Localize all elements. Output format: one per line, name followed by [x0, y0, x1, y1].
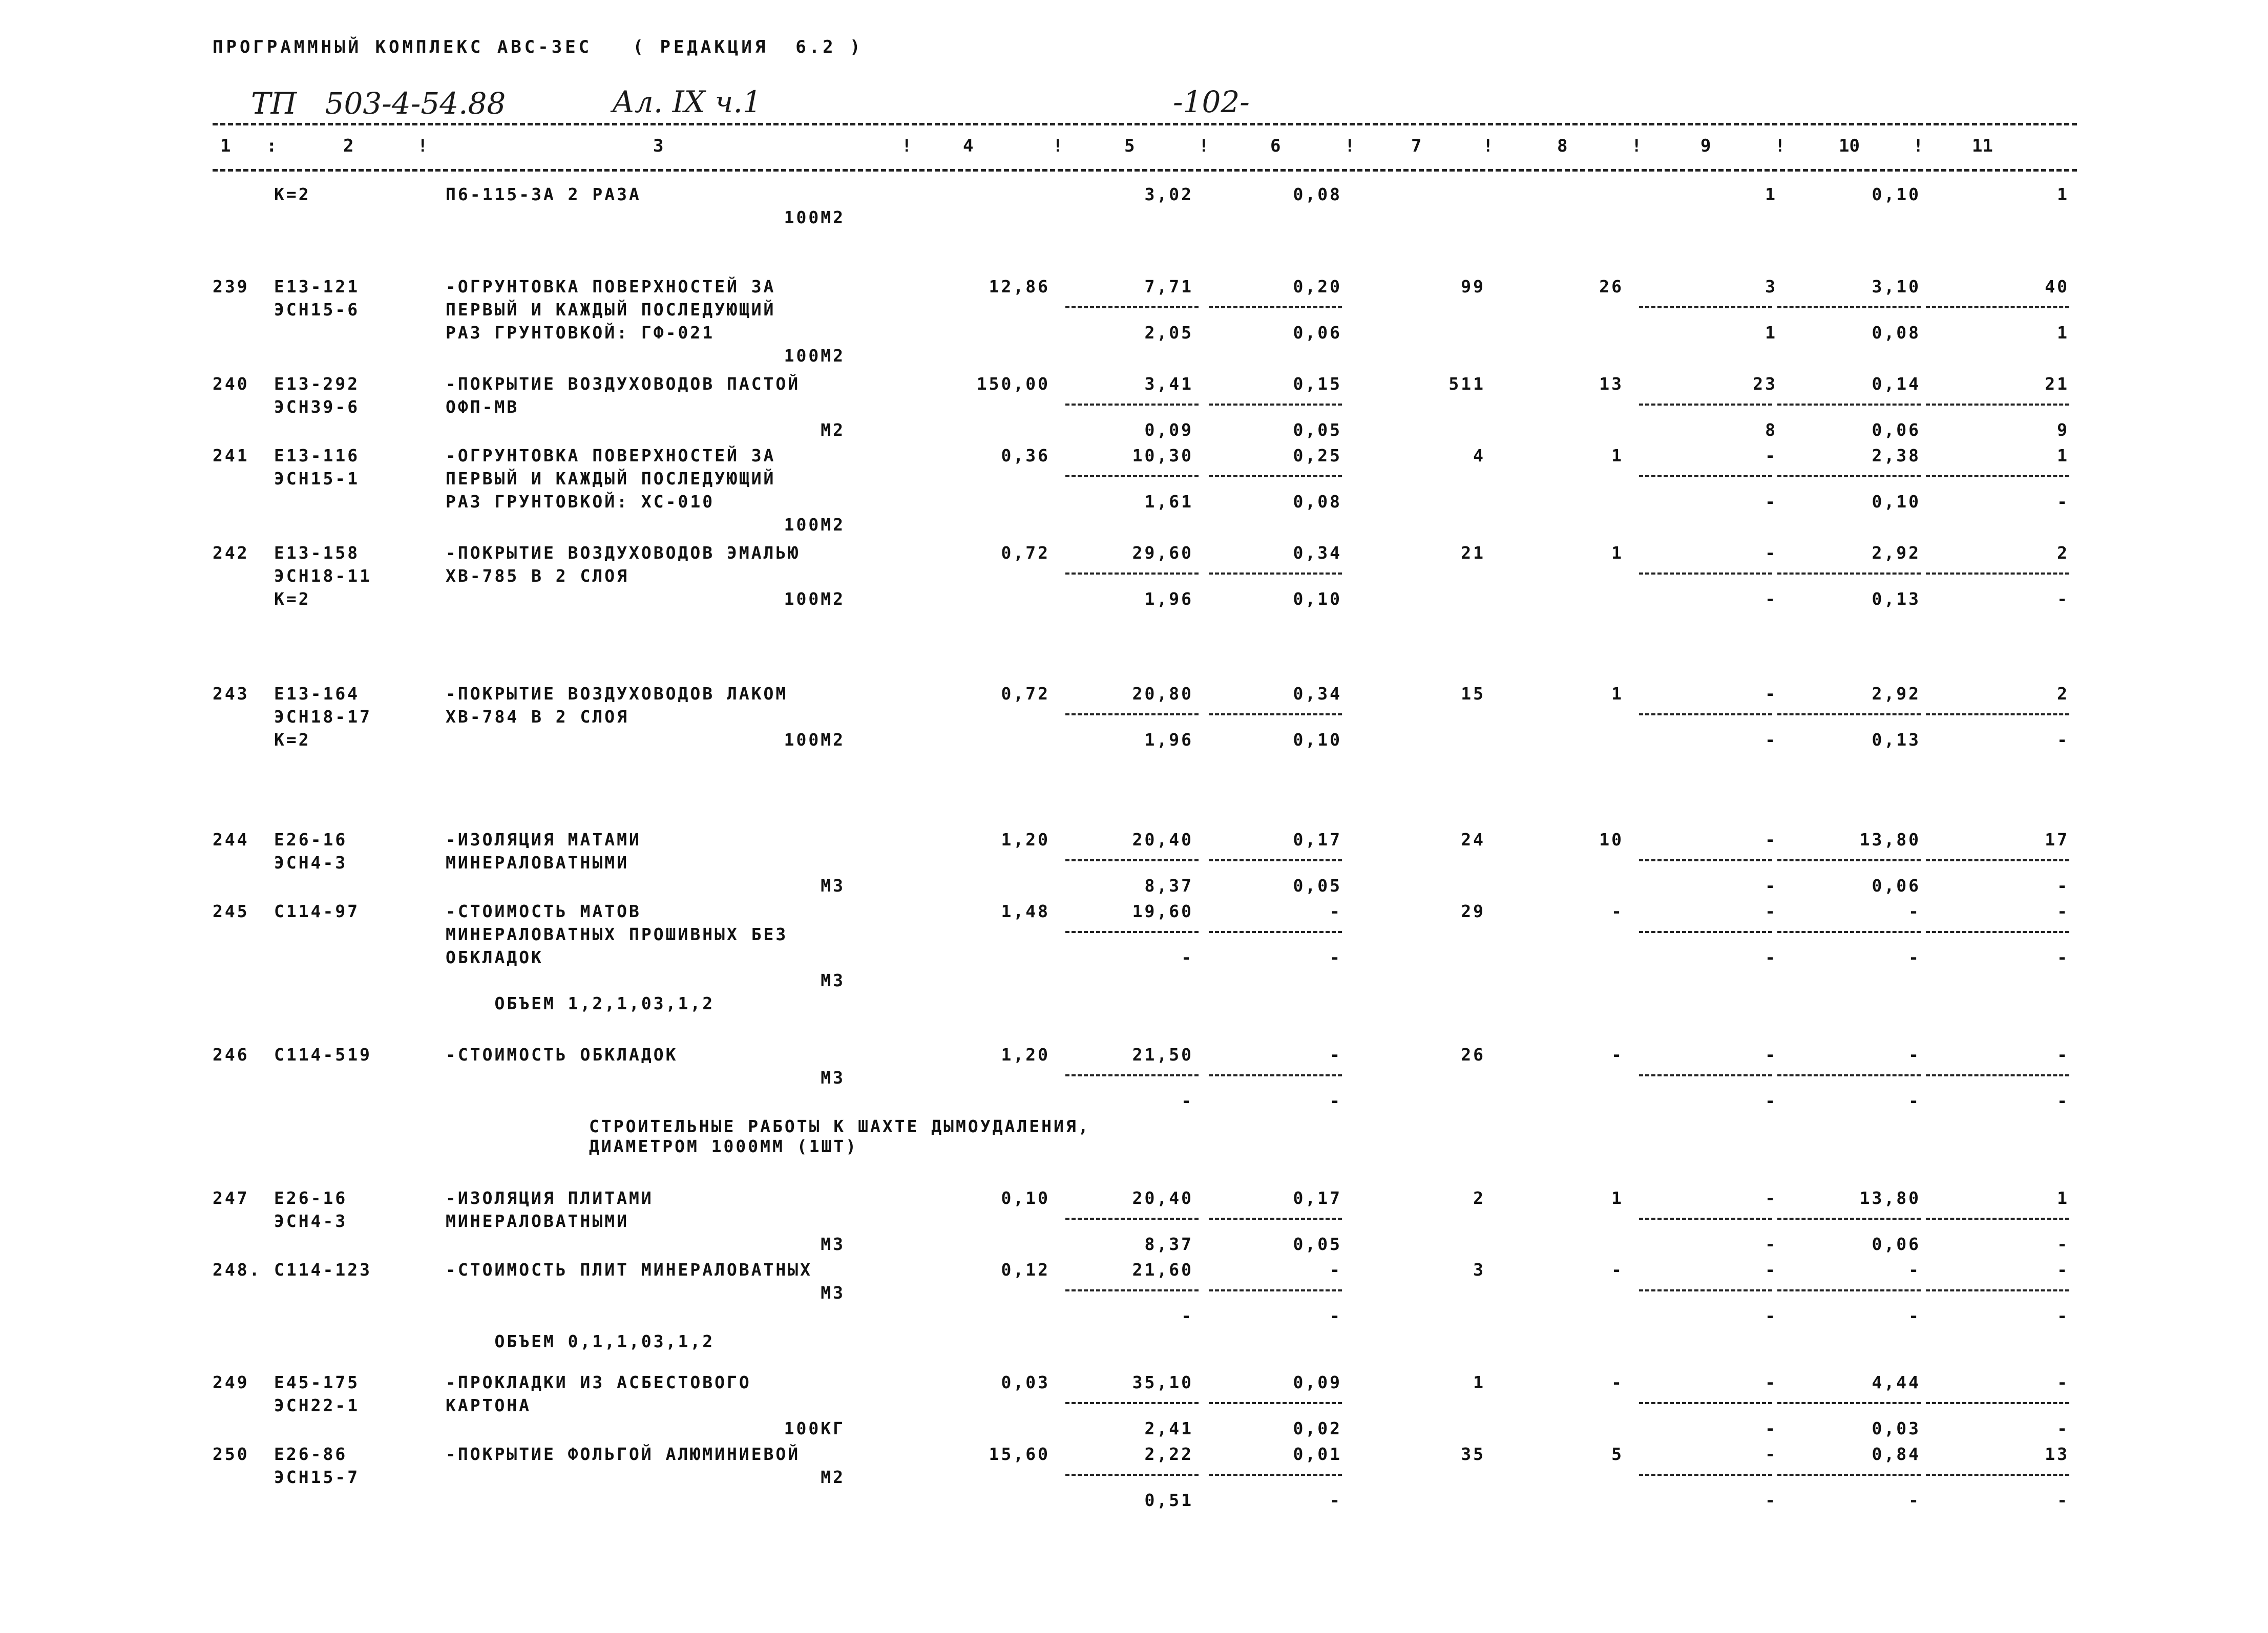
- cell-c11: -: [2057, 1372, 2069, 1392]
- cell-c9: -: [1765, 730, 1777, 750]
- cell-c5: 20,80: [1132, 684, 1193, 704]
- cell-name: -СТОИМОСТЬ ПЛИТ МИНЕРАЛОВАТНЫХ: [446, 1260, 813, 1280]
- cell-unit: М2: [821, 420, 845, 440]
- cell-c10: -: [1908, 1490, 1921, 1510]
- cell-c9: -: [1765, 1306, 1777, 1326]
- column-number: !: [1053, 136, 1063, 156]
- cell-c11: 1: [2057, 446, 2069, 465]
- table-row: [0, 589, 2268, 616]
- cell-c6: -: [1330, 947, 1342, 967]
- cell-c6: 0,10: [1293, 730, 1342, 750]
- cell-c11: -: [2057, 1045, 2069, 1065]
- cell-c9: -: [1765, 1045, 1777, 1065]
- cell-no: 239: [213, 277, 249, 296]
- cell-name: ОБЪЕМ 0,1,1,03,1,2: [446, 1331, 715, 1351]
- cell-no: 248.: [213, 1260, 262, 1280]
- cell-c11: -: [2057, 1306, 2069, 1326]
- cell-code: ЭСН39-6: [274, 397, 360, 417]
- cell-c5: 29,60: [1132, 543, 1193, 563]
- cell-c4: 0,12: [1001, 1260, 1050, 1280]
- table-row: [0, 876, 2268, 902]
- project-code: ТП 503-4-54.88: [251, 86, 506, 121]
- cell-c5: 2,41: [1144, 1418, 1193, 1438]
- cell-c7: 4: [1473, 446, 1485, 465]
- cell-c11: -: [2057, 1490, 2069, 1510]
- column-number: !: [1199, 136, 1209, 156]
- cell-c10: 2,92: [1872, 543, 1921, 563]
- cell-c4: 0,03: [1001, 1372, 1050, 1392]
- cell-no: 247: [213, 1188, 249, 1208]
- cell-c11: -: [2057, 492, 2069, 512]
- cell-c4: 1,48: [1001, 901, 1050, 921]
- cell-name: МИНЕРАЛОВАТНЫМИ: [446, 1211, 629, 1231]
- cell-c10: -: [1908, 901, 1921, 921]
- cell-c10: 0,10: [1872, 184, 1921, 204]
- cell-code: ЭСН15-6: [274, 300, 360, 320]
- cell-code: ЭСН15-7: [274, 1467, 360, 1487]
- cell-c11: -: [2057, 1418, 2069, 1438]
- program-header: ПРОГРАММНЫЙ КОМПЛЕКС АВС-ЗЕС ( РЕДАКЦИЯ 6.2 ): [213, 37, 864, 57]
- cell-c6: -: [1330, 901, 1342, 921]
- cell-c10: 2,92: [1872, 684, 1921, 704]
- cell-c9: -: [1765, 947, 1777, 967]
- cell-name: -ИЗОЛЯЦИЯ МАТАМИ: [446, 830, 641, 850]
- cell-name: ОФП-МВ: [446, 397, 519, 417]
- cell-c5: 21,50: [1132, 1045, 1193, 1065]
- cell-name: РАЗ ГРУНТОВКОЙ: ГФ-021: [446, 323, 715, 343]
- cell-code: Е13-292: [274, 374, 360, 394]
- cell-c11: 1: [2057, 323, 2069, 343]
- cell-c7: 2: [1473, 1188, 1485, 1208]
- cell-no: 243: [213, 684, 249, 704]
- cell-c6: 0,05: [1293, 420, 1342, 440]
- cell-name: -ПОКРЫТИЕ ВОЗДУХОВОДОВ ПАСТОЙ: [446, 374, 801, 394]
- cell-c4: 150,00: [976, 374, 1050, 394]
- table-row: [0, 1091, 2268, 1117]
- cell-code: С114-123: [274, 1260, 372, 1280]
- cell-c4: 0,10: [1001, 1188, 1050, 1208]
- cell-name: ПЕРВЫЙ И КАЖДЫЙ ПОСЛЕДУЮЩИЙ: [446, 469, 776, 489]
- cell-code: ЭСН18-11: [274, 566, 372, 586]
- cell-no: 242: [213, 543, 249, 563]
- column-number: !: [1483, 136, 1494, 156]
- cell-unit: М3: [821, 1283, 845, 1303]
- cell-c7: 24: [1461, 830, 1485, 850]
- cell-name: ОБЪЕМ 1,2,1,03,1,2: [446, 993, 715, 1013]
- cell-c9: -: [1765, 1188, 1777, 1208]
- cell-code: Е26-16: [274, 830, 348, 850]
- cell-c10: 0,03: [1872, 1418, 1921, 1438]
- cell-code: К=2: [274, 730, 311, 750]
- cell-c5: 21,60: [1132, 1260, 1193, 1280]
- cell-c6: 0,17: [1293, 1188, 1342, 1208]
- cell-c11: 21: [2045, 374, 2069, 394]
- cell-name: -СТОИМОСТЬ ОБКЛАДОК: [446, 1045, 678, 1065]
- cell-c5: -: [1181, 1306, 1193, 1326]
- cell-code: Е45-175: [274, 1372, 360, 1392]
- cell-c9: -: [1765, 901, 1777, 921]
- table-row: [0, 420, 2268, 447]
- cell-c5: 1,96: [1144, 730, 1193, 750]
- cell-c5: 1,61: [1144, 492, 1193, 512]
- cell-c10: 4,44: [1872, 1372, 1921, 1392]
- table-row: [0, 1490, 2268, 1517]
- cell-c9: 23: [1753, 374, 1777, 394]
- table-row: [0, 730, 2268, 756]
- cell-c10: -: [1908, 947, 1921, 967]
- cell-name: -СТОИМОСТЬ МАТОВ: [446, 901, 641, 921]
- cell-c10: 0,10: [1872, 492, 1921, 512]
- cell-c5: 19,60: [1132, 901, 1193, 921]
- column-number: !: [901, 136, 912, 156]
- section-note: СТРОИТЕЛЬНЫЕ РАБОТЫ К ШАХТЕ ДЫМОУДАЛЕНИЯ, ДИАМЕТРОМ 1000ММ (1ШТ): [589, 1116, 1090, 1156]
- column-number: 2: [343, 136, 354, 156]
- cell-code: Е13-116: [274, 446, 360, 465]
- cell-c5: 7,71: [1144, 277, 1193, 296]
- cell-name: МИНЕРАЛОВАТНЫМИ: [446, 853, 629, 873]
- cell-c7: 35: [1461, 1444, 1485, 1464]
- cell-c4: 1,20: [1001, 1045, 1050, 1065]
- cell-unit: М3: [821, 1234, 845, 1254]
- cell-c4: 15,60: [989, 1444, 1050, 1464]
- cell-c11: 17: [2045, 830, 2069, 850]
- cell-c4: 0,72: [1001, 684, 1050, 704]
- cell-c6: -: [1330, 1490, 1342, 1510]
- cell-unit: 100М2: [784, 730, 845, 750]
- cell-name: РАЗ ГРУНТОВКОЙ: ХС-010: [446, 492, 715, 512]
- cell-c6: -: [1330, 1091, 1342, 1111]
- table-row: [0, 207, 2268, 234]
- column-number: 9: [1700, 136, 1711, 156]
- cell-c6: 0,02: [1293, 1418, 1342, 1438]
- cell-no: 245: [213, 901, 249, 921]
- cell-c11: 1: [2057, 184, 2069, 204]
- cell-c6: 0,34: [1293, 684, 1342, 704]
- cell-code: Е13-164: [274, 684, 360, 704]
- cell-c11: -: [2057, 730, 2069, 750]
- cell-name: МИНЕРАЛОВАТНЫХ ПРОШИВНЫХ БЕЗ: [446, 924, 788, 944]
- cell-name: ХВ-784 В 2 СЛОЯ: [446, 707, 629, 727]
- cell-c8: 1: [1611, 543, 1624, 563]
- cell-c7: 15: [1461, 684, 1485, 704]
- cell-no: 249: [213, 1372, 249, 1392]
- cell-name: -ОГРУНТОВКА ПОВЕРХНОСТЕЙ ЗА: [446, 277, 776, 296]
- cell-no: 241: [213, 446, 249, 465]
- cell-c6: 0,08: [1293, 184, 1342, 204]
- cell-c8: 5: [1611, 1444, 1624, 1464]
- cell-c9: -: [1765, 446, 1777, 465]
- cell-c5: 8,37: [1144, 1234, 1193, 1254]
- column-number: 4: [963, 136, 974, 156]
- cell-c6: 0,09: [1293, 1372, 1342, 1392]
- cell-code: ЭСН18-17: [274, 707, 372, 727]
- cell-c7: 26: [1461, 1045, 1485, 1065]
- cell-c5: 1,96: [1144, 589, 1193, 609]
- cell-c10: 3,10: [1872, 277, 1921, 296]
- cell-c8: -: [1611, 1372, 1624, 1392]
- cell-unit: 100М2: [784, 207, 845, 227]
- column-number: !: [1345, 136, 1355, 156]
- cell-c9: -: [1765, 492, 1777, 512]
- cell-name: ОБКЛАДОК: [446, 947, 543, 967]
- column-number: !: [417, 136, 428, 156]
- cell-c11: 13: [2045, 1444, 2069, 1464]
- cell-c5: 10,30: [1132, 446, 1193, 465]
- cell-c6: 0,20: [1293, 277, 1342, 296]
- cell-c5: -: [1181, 1091, 1193, 1111]
- column-number: !: [1631, 136, 1642, 156]
- cell-name: -ПОКРЫТИЕ ВОЗДУХОВОДОВ ЛАКОМ: [446, 684, 788, 704]
- cell-c5: 20,40: [1132, 830, 1193, 850]
- cell-c10: 0,06: [1872, 420, 1921, 440]
- column-number: 1: [220, 136, 231, 156]
- cell-code: ЭСН4-3: [274, 853, 348, 873]
- cell-c11: -: [2057, 901, 2069, 921]
- cell-c5: 2,05: [1144, 323, 1193, 343]
- cell-c5: 20,40: [1132, 1188, 1193, 1208]
- table-row: [0, 993, 2268, 1020]
- cell-c9: -: [1765, 1444, 1777, 1464]
- cell-code: С114-519: [274, 1045, 372, 1065]
- cell-c10: 13,80: [1859, 1188, 1921, 1208]
- cell-c4: 1,20: [1001, 830, 1050, 850]
- cell-c9: 1: [1765, 323, 1777, 343]
- table-row: [0, 515, 2268, 541]
- cell-c11: -: [2057, 1091, 2069, 1111]
- cell-c9: -: [1765, 830, 1777, 850]
- cell-name: -ПОКРЫТИЕ ВОЗДУХОВОДОВ ЭМАЛЬЮ: [446, 543, 801, 563]
- cell-code: Е13-158: [274, 543, 360, 563]
- cell-c11: -: [2057, 947, 2069, 967]
- album-label: Ал. IX ч.1: [612, 84, 762, 119]
- cell-c11: 40: [2045, 277, 2069, 296]
- cell-c11: -: [2057, 589, 2069, 609]
- cell-code: К=2: [274, 589, 311, 609]
- cell-c9: -: [1765, 543, 1777, 563]
- cell-code: ЭСН22-1: [274, 1395, 360, 1415]
- cell-c6: 0,06: [1293, 323, 1342, 343]
- cell-c8: -: [1611, 901, 1624, 921]
- cell-no: 246: [213, 1045, 249, 1065]
- cell-c10: -: [1908, 1306, 1921, 1326]
- cell-c10: -: [1908, 1260, 1921, 1280]
- cell-c9: -: [1765, 1234, 1777, 1254]
- cell-c6: -: [1330, 1306, 1342, 1326]
- cell-name: ПЕРВЫЙ И КАЖДЫЙ ПОСЛЕДУЮЩИЙ: [446, 300, 776, 320]
- cell-unit: 100М2: [784, 589, 845, 609]
- cell-c4: 12,86: [989, 277, 1050, 296]
- cell-c9: 1: [1765, 184, 1777, 204]
- page-number: -102-: [1173, 84, 1250, 119]
- cell-c7: 99: [1461, 277, 1485, 296]
- cell-unit: 100М2: [784, 515, 845, 535]
- cell-c10: 0,13: [1872, 730, 1921, 750]
- cell-c4: 0,72: [1001, 543, 1050, 563]
- cell-unit: М3: [821, 876, 845, 896]
- cell-c8: 26: [1599, 277, 1624, 296]
- cell-c7: 29: [1461, 901, 1485, 921]
- cell-c10: 0,06: [1872, 876, 1921, 896]
- column-number: 10: [1839, 136, 1860, 156]
- cell-c8: 1: [1611, 1188, 1624, 1208]
- cell-c10: 0,06: [1872, 1234, 1921, 1254]
- cell-unit: М3: [821, 1068, 845, 1088]
- cell-c5: 3,02: [1144, 184, 1193, 204]
- table-row: [0, 1418, 2268, 1445]
- cell-c9: -: [1765, 1490, 1777, 1510]
- cell-c6: 0,25: [1293, 446, 1342, 465]
- cell-name: -ПОКРЫТИЕ ФОЛЬГОЙ АЛЮМИНИЕВОЙ: [446, 1444, 801, 1464]
- column-number: 7: [1411, 136, 1422, 156]
- cell-c5: 0,51: [1144, 1490, 1193, 1510]
- table-row: [0, 1331, 2268, 1358]
- cell-c11: 9: [2057, 420, 2069, 440]
- table-row: [0, 1234, 2268, 1261]
- cell-name: -ПРОКЛАДКИ ИЗ АСБЕСТОВОГО: [446, 1372, 751, 1392]
- table-row: [0, 346, 2268, 372]
- cell-c11: 1: [2057, 1188, 2069, 1208]
- cell-c11: -: [2057, 876, 2069, 896]
- cell-c8: -: [1611, 1260, 1624, 1280]
- cell-c6: -: [1330, 1260, 1342, 1280]
- cell-c9: -: [1765, 1260, 1777, 1280]
- cell-c10: 0,14: [1872, 374, 1921, 394]
- cell-c11: -: [2057, 1260, 2069, 1280]
- cell-c6: 0,17: [1293, 830, 1342, 850]
- cell-c7: 21: [1461, 543, 1485, 563]
- cell-c7: 1: [1473, 1372, 1485, 1392]
- cell-c8: 13: [1599, 374, 1624, 394]
- cell-c7: 511: [1448, 374, 1485, 394]
- cell-c10: -: [1908, 1045, 1921, 1065]
- cell-c6: 0,10: [1293, 589, 1342, 609]
- cell-c5: 0,09: [1144, 420, 1193, 440]
- cell-c4: 0,36: [1001, 446, 1050, 465]
- cell-c9: -: [1765, 589, 1777, 609]
- cell-c9: 8: [1765, 420, 1777, 440]
- cell-no: 250: [213, 1444, 249, 1464]
- cell-name: КАРТОНА: [446, 1395, 532, 1415]
- cell-c9: -: [1765, 1091, 1777, 1111]
- column-number: :: [266, 136, 277, 156]
- cell-unit: М3: [821, 970, 845, 990]
- cell-c10: 13,80: [1859, 830, 1921, 850]
- cell-c6: 0,05: [1293, 1234, 1342, 1254]
- cell-c8: 1: [1611, 684, 1624, 704]
- cell-c7: 3: [1473, 1260, 1485, 1280]
- cell-c11: 2: [2057, 543, 2069, 563]
- cell-code: К=2: [274, 184, 311, 204]
- cell-c6: 0,08: [1293, 492, 1342, 512]
- cell-c8: -: [1611, 1045, 1624, 1065]
- cell-code: Е26-16: [274, 1188, 348, 1208]
- cell-c8: 10: [1599, 830, 1624, 850]
- cell-name: П6-115-ЗА 2 РАЗА: [446, 184, 641, 204]
- column-number: 6: [1270, 136, 1281, 156]
- column-number: !: [1775, 136, 1786, 156]
- table-row: [0, 1306, 2268, 1332]
- cell-c9: -: [1765, 684, 1777, 704]
- cell-c10: 2,38: [1872, 446, 1921, 465]
- cell-c10: 0,84: [1872, 1444, 1921, 1464]
- cell-no: 240: [213, 374, 249, 394]
- cell-code: С114-97: [274, 901, 360, 921]
- cell-c8: 1: [1611, 446, 1624, 465]
- cell-c5: -: [1181, 947, 1193, 967]
- cell-c10: -: [1908, 1091, 1921, 1111]
- cell-c10: 0,08: [1872, 323, 1921, 343]
- cell-unit: 100М2: [784, 346, 845, 366]
- cell-code: Е26-86: [274, 1444, 348, 1464]
- cell-name: -ИЗОЛЯЦИЯ ПЛИТАМИ: [446, 1188, 654, 1208]
- column-number: !: [1913, 136, 1924, 156]
- cell-c9: 3: [1765, 277, 1777, 296]
- cell-code: ЭСН15-1: [274, 469, 360, 489]
- cell-name: -ОГРУНТОВКА ПОВЕРХНОСТЕЙ ЗА: [446, 446, 776, 465]
- cell-unit: М2: [821, 1467, 845, 1487]
- cell-unit: 100КГ: [784, 1418, 845, 1438]
- cell-c11: 2: [2057, 684, 2069, 704]
- cell-code: Е13-121: [274, 277, 360, 296]
- column-number: 3: [653, 136, 664, 156]
- cell-c6: 0,34: [1293, 543, 1342, 563]
- cell-no: 244: [213, 830, 249, 850]
- column-number: 8: [1557, 136, 1568, 156]
- cell-c5: 3,41: [1144, 374, 1193, 394]
- cell-c10: 0,13: [1872, 589, 1921, 609]
- cell-c5: 2,22: [1144, 1444, 1193, 1464]
- cell-c9: -: [1765, 876, 1777, 896]
- cell-c11: -: [2057, 1234, 2069, 1254]
- cell-c6: -: [1330, 1045, 1342, 1065]
- column-number: 5: [1124, 136, 1135, 156]
- cell-c5: 8,37: [1144, 876, 1193, 896]
- column-number: 11: [1972, 136, 1993, 156]
- cell-name: ХВ-785 В 2 СЛОЯ: [446, 566, 629, 586]
- cell-c6: 0,05: [1293, 876, 1342, 896]
- cell-c6: 0,01: [1293, 1444, 1342, 1464]
- cell-c9: -: [1765, 1418, 1777, 1438]
- cell-c9: -: [1765, 1372, 1777, 1392]
- cell-code: ЭСН4-3: [274, 1211, 348, 1231]
- cell-c6: 0,15: [1293, 374, 1342, 394]
- cell-c5: 35,10: [1132, 1372, 1193, 1392]
